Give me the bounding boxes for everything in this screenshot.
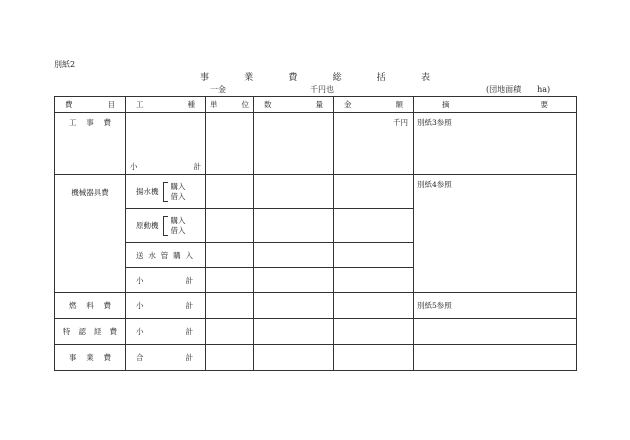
header-expense-item: 費 目 <box>55 97 126 113</box>
bracket-shape <box>163 182 168 202</box>
special-quantity <box>254 319 334 345</box>
pipe-quantity <box>254 243 334 268</box>
motor-amount <box>334 209 414 243</box>
category-special: 特 認 経 費 <box>55 319 126 345</box>
pipe-cell: 送 水 管 購 入 <box>126 243 206 268</box>
construction-note: 別紙3参照 <box>414 113 577 175</box>
expense-summary-table <box>54 96 577 371</box>
header-row <box>55 97 577 113</box>
title-char: 業 <box>244 73 254 83</box>
amount-prefix: 一金 <box>210 85 226 94</box>
machinery-subtotal: 小 計 <box>126 268 206 293</box>
construction-quantity <box>254 113 334 175</box>
header-work-type: 工 種 <box>126 97 206 113</box>
construction-work-cell <box>126 113 206 175</box>
construction-amount: 千円 <box>334 113 414 175</box>
table-row <box>55 113 577 175</box>
table-row <box>55 345 577 371</box>
title-char: 事 <box>200 73 210 83</box>
machinery-subtotal-amount <box>334 268 414 293</box>
motor-label: 原動機 <box>136 221 159 230</box>
header-amount: 金 額 <box>334 97 414 113</box>
machinery-note: 別紙4参照 <box>414 175 577 293</box>
motor-unit <box>206 209 254 243</box>
category-fuel: 燃 料 費 <box>55 293 126 319</box>
special-subtotal: 小 計 <box>126 319 206 345</box>
motor-cell <box>126 209 206 243</box>
project-amount <box>334 345 414 371</box>
fuel-note: 別紙5参照 <box>414 293 577 319</box>
project-quantity <box>254 345 334 371</box>
pump-cell <box>126 175 206 209</box>
fuel-amount <box>334 293 414 319</box>
pipe-unit <box>206 243 254 268</box>
title-char: 表 <box>420 73 430 83</box>
category-machinery: 機械器具費 <box>55 175 126 293</box>
area-note: (団地面積 ha) <box>486 85 551 94</box>
title-char: 費 <box>288 73 298 83</box>
option-lease: 借入 <box>170 191 186 201</box>
amount-unit: 千円也 <box>310 85 334 94</box>
project-note <box>414 345 577 371</box>
table-row <box>55 293 577 319</box>
special-amount <box>334 319 414 345</box>
fuel-subtotal: 小 計 <box>126 293 206 319</box>
fuel-quantity <box>254 293 334 319</box>
title-char: 括 <box>376 73 386 83</box>
fuel-unit <box>206 293 254 319</box>
special-unit <box>206 319 254 345</box>
machinery-subtotal-unit <box>206 268 254 293</box>
title-char: 総 <box>332 73 342 83</box>
table-row <box>55 175 577 209</box>
header-unit: 単 位 <box>206 97 254 113</box>
header-summary: 摘 要 <box>414 97 577 113</box>
pipe-amount <box>334 243 414 268</box>
option-purchase: 購入 <box>170 181 186 191</box>
machinery-subtotal-quantity <box>254 268 334 293</box>
project-total: 合 計 <box>126 345 206 371</box>
page-label: 別紙2 <box>54 60 76 69</box>
motor-quantity <box>254 209 334 243</box>
pump-unit <box>206 175 254 209</box>
special-note <box>414 319 577 345</box>
category-project: 事 業 費 <box>55 345 126 371</box>
bracket-shape <box>163 216 168 236</box>
construction-subtotal: 小 計 <box>130 162 201 171</box>
pump-label: 揚水機 <box>136 187 159 196</box>
header-quantity: 数 量 <box>254 97 334 113</box>
project-unit <box>206 345 254 371</box>
option-lease: 借入 <box>170 225 186 235</box>
category-construction: 工 事 費 <box>55 113 126 175</box>
pump-amount <box>334 175 414 209</box>
option-purchase: 購入 <box>170 215 186 225</box>
page-title <box>200 70 430 83</box>
table-row <box>55 319 577 345</box>
pump-quantity <box>254 175 334 209</box>
construction-unit <box>206 113 254 175</box>
